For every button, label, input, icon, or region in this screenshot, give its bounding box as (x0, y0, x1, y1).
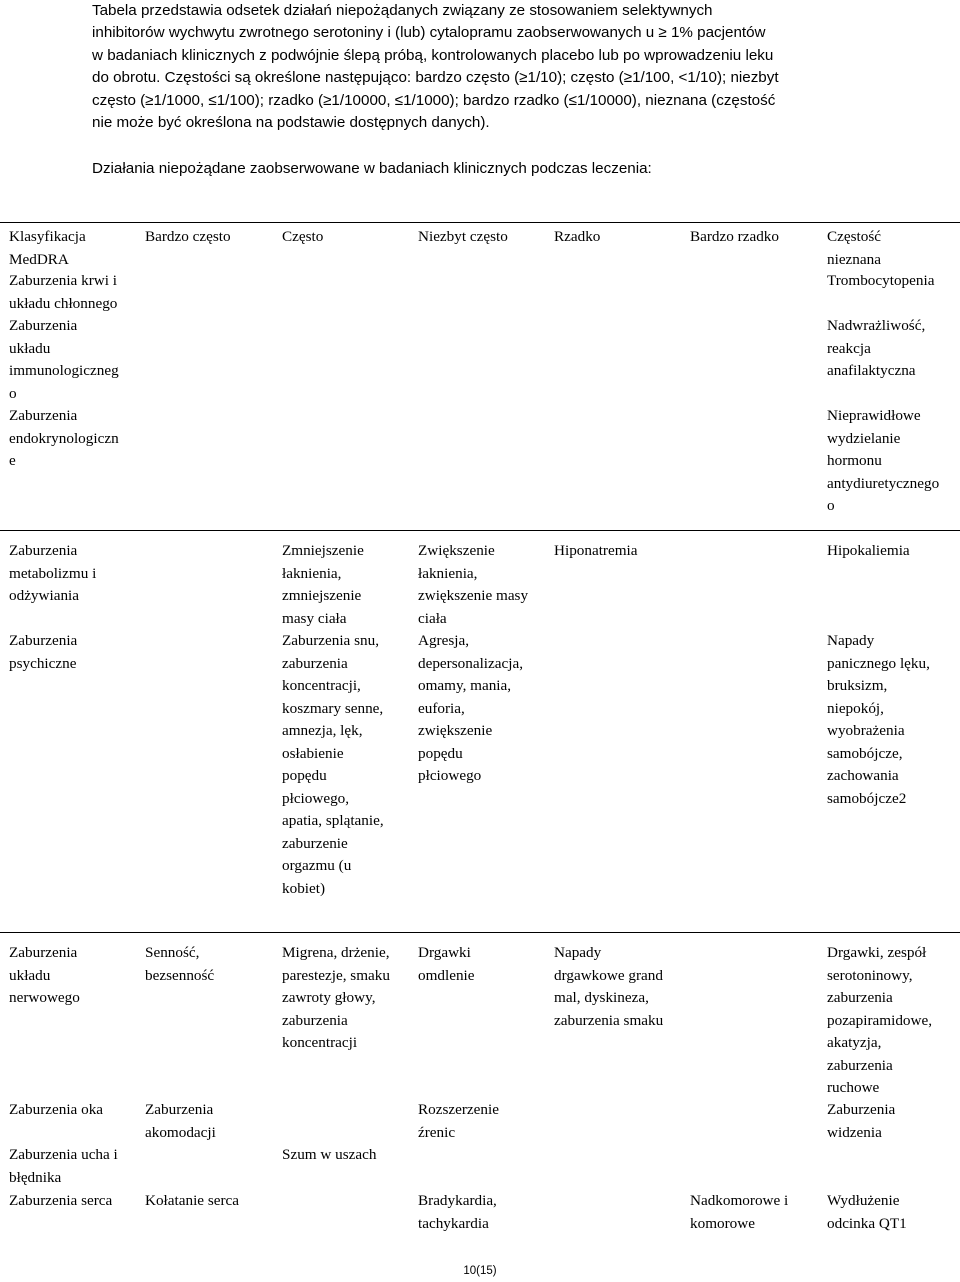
cell-text: samobójcze, (827, 744, 903, 762)
table-cell (418, 1099, 542, 1144)
cell-text: zaburzenia (827, 1056, 893, 1074)
cell-text: widzenia (827, 1123, 882, 1141)
cell-text: Bardzo często (145, 228, 231, 245)
cell-text: pozapiramidowe, (827, 1011, 933, 1029)
cell-text: immunologiczneg (9, 362, 119, 379)
table-rule (0, 932, 960, 933)
cell-text: Zaburzenia (145, 1101, 214, 1118)
cell-text: Zaburzenia (9, 632, 78, 649)
cell-text: Zaburzenia oka (9, 1101, 104, 1118)
table-cell (282, 942, 406, 1055)
table-cell (827, 1190, 951, 1235)
cell-text: Szum w uszach (282, 1146, 377, 1163)
table-cell (827, 942, 951, 1100)
cell-text: Napady (827, 632, 875, 649)
cell-text: zaburzenia (282, 1011, 348, 1029)
cell-text: Rzadko (554, 228, 601, 245)
cell-text: Wydłużenie (827, 1192, 900, 1209)
cell-text: Zmniejszenie (282, 542, 364, 559)
table-cell (282, 630, 406, 900)
cell-text: odcinka QT1 (827, 1214, 907, 1232)
table-cell (9, 270, 133, 315)
cell-text: źrenic (418, 1123, 456, 1141)
table-cell (145, 1190, 269, 1213)
cell-text: wydzielanie (827, 429, 901, 447)
cell-text: antydiuretycznego (827, 474, 940, 492)
intro-line: często (≥1/1000, ≤1/100); rzadko (≥1/10000, ≤1/1000); bardzo rzadko (≤1/10000), nieznana (częstość (92, 91, 776, 109)
cell-text: anafilaktyczna (827, 362, 916, 379)
cell-text: o (9, 384, 17, 402)
cell-text: zaburzenia (827, 989, 893, 1006)
cell-text: drgawkowe grand (554, 966, 663, 984)
cell-text: parestezje, smaku (282, 966, 390, 984)
cell-text: omdlenie (418, 966, 475, 984)
cell-text: Hipokaliemia (827, 542, 910, 559)
table-heading: Działania niepożądane zaobserwowane w badaniach klinicznych podczas leczenia: (92, 160, 652, 177)
cell-text: Agresja, (418, 632, 470, 649)
cell-text: Zaburzenia (9, 944, 78, 961)
cell-text: nerwowego (9, 989, 80, 1006)
cell-text: psychiczne (9, 654, 77, 672)
table-cell (827, 1099, 951, 1144)
table-cell (9, 942, 133, 1010)
cell-text: komorowe (690, 1214, 755, 1232)
cell-text: ciała (418, 609, 447, 627)
column-header (145, 226, 269, 249)
cell-text: depersonalizacja, (418, 654, 523, 672)
table-cell (554, 540, 678, 563)
cell-text: odżywiania (9, 587, 80, 604)
cell-text: Drgawki (418, 944, 471, 961)
cell-text: Nadwrażliwość, (827, 317, 926, 334)
table-cell (418, 1190, 542, 1235)
table-cell (418, 942, 542, 987)
table-rule (0, 530, 960, 531)
cell-text: zaburzenie (282, 834, 348, 852)
cell-text: Zwiększenie (418, 542, 495, 559)
cell-text: Niezbyt często (418, 228, 508, 245)
intro-line: do obrotu. Częstości są określone następująco: bardzo często (≥1/10); często (≥1/100, <1/10); niezbyt (92, 69, 779, 87)
page-number: 10(15) (463, 1265, 497, 1277)
column-header (690, 226, 814, 249)
table-cell (145, 942, 269, 987)
cell-text: Kołatanie serca (145, 1192, 240, 1209)
cell-text: układu chłonnego (9, 294, 118, 312)
intro-line: w badaniach klinicznych z podwójnie ślepą próbą, kontrolowanych placebo lub po wprowadzeniu leku (92, 46, 774, 64)
cell-text: serotoninowy, (827, 966, 913, 984)
cell-text: zachowania (827, 767, 899, 784)
table-cell (9, 1099, 133, 1122)
cell-text: popędu (282, 767, 327, 784)
cell-text: Zaburzenia (9, 407, 78, 424)
cell-text: Bradykardia, (418, 1192, 497, 1209)
cell-text: zawroty głowy, (282, 989, 376, 1006)
cell-text: omamy, mania, (418, 677, 512, 694)
cell-text: mal, dyskineza, (554, 989, 649, 1006)
cell-text: Trombocytopenia (827, 272, 935, 289)
cell-text: metabolizmu i (9, 564, 97, 582)
cell-text: zaburzenia (282, 654, 348, 672)
cell-text: kobiet) (282, 879, 326, 897)
intro-line: nie może być określona na podstawie dostępnych danych). (92, 114, 490, 132)
cell-text: Częstość (827, 228, 881, 245)
table-cell (9, 630, 133, 675)
cell-text: nieznana (827, 250, 881, 268)
table-cell (827, 405, 951, 518)
cell-text: układu (9, 339, 51, 357)
cell-text: Zaburzenia (9, 317, 78, 334)
cell-text: bezsenność (145, 966, 215, 984)
table-cell (9, 405, 133, 473)
cell-text: wyobrażenia (827, 722, 905, 739)
cell-text: Zaburzenia ucha i (9, 1146, 118, 1163)
cell-text: popędu (418, 744, 463, 762)
table-cell (282, 1144, 406, 1167)
cell-text: Zaburzenia serca (9, 1192, 113, 1209)
cell-text: endokrynologiczn (9, 429, 119, 447)
table-cell (827, 540, 951, 563)
cell-text: Zaburzenia (9, 542, 78, 559)
cell-text: koszmary senne, (282, 699, 384, 717)
table-cell (9, 540, 133, 608)
cell-text: masy ciała (282, 609, 347, 627)
cell-text: Nieprawidłowe (827, 407, 921, 424)
cell-text: bruksizm, (827, 677, 888, 694)
cell-text: Zaburzenia (827, 1101, 896, 1118)
cell-text: Zaburzenia krwi i (9, 272, 117, 289)
cell-text: hormonu (827, 452, 882, 469)
table-header-row (0, 222, 960, 268)
cell-text: Zaburzenia snu, (282, 632, 379, 649)
cell-text: Rozszerzenie (418, 1101, 499, 1118)
cell-text: zwiększenie masy (418, 587, 529, 604)
cell-text: płciowego (418, 767, 482, 784)
cell-text: Migrena, drżenie, (282, 944, 390, 961)
column-header (554, 226, 678, 249)
cell-text: Senność, (145, 944, 200, 961)
column-header (9, 226, 133, 271)
table-cell (9, 1190, 133, 1213)
column-header (282, 226, 406, 249)
table-cell (9, 315, 133, 405)
table-cell (9, 1144, 133, 1189)
cell-text: Nadkomorowe i (690, 1192, 789, 1209)
cell-text: łaknienia, (282, 564, 342, 582)
cell-text: euforia, (418, 699, 465, 717)
table-cell (690, 1190, 814, 1235)
table-cell (554, 942, 678, 1032)
column-header (827, 226, 951, 271)
cell-text: niepokój, (827, 699, 884, 717)
cell-text: koncentracji (282, 1034, 358, 1051)
cell-text: tachykardia (418, 1214, 489, 1232)
cell-text: Klasyfikacja (9, 228, 86, 245)
cell-text: akomodacji (145, 1123, 216, 1141)
intro-line: inhibitorów wychwytu zwrotnego serotoniny i (lub) cytalopramu zaobserwowanych u ≥ 1% pacjentów (92, 24, 766, 42)
cell-text: o (827, 497, 835, 514)
cell-text: zmniejszenie (282, 587, 362, 604)
cell-text: Napady (554, 944, 602, 961)
table-cell (282, 540, 406, 630)
cell-text: apatia, splątanie, (282, 812, 384, 829)
cell-text: e (9, 452, 16, 469)
intro-paragraph (92, 0, 882, 134)
cell-text: amnezja, lęk, (282, 722, 363, 739)
table-cell (418, 540, 542, 630)
table-cell (827, 315, 951, 383)
cell-text: Bardzo rzadko (690, 228, 779, 245)
table-cell (145, 1099, 269, 1144)
intro-line: Tabela przedstawia odsetek działań niepożądanych związany ze stosowaniem selektywnych (92, 2, 713, 19)
table-cell (418, 630, 542, 788)
table-cell (827, 630, 951, 810)
table-cell (827, 270, 951, 293)
cell-text: osłabienie (282, 744, 344, 762)
cell-text: akatyzja, (827, 1034, 882, 1051)
cell-text: panicznego lęku, (827, 654, 930, 672)
cell-text: koncentracji, (282, 677, 361, 694)
column-header (418, 226, 542, 249)
cell-text: układu (9, 966, 51, 984)
cell-text: zaburzenia smaku (554, 1011, 664, 1029)
cell-text: Drgawki, zespół (827, 944, 927, 961)
cell-text: MedDRA (9, 250, 69, 268)
cell-text: zwiększenie (418, 722, 493, 739)
cell-text: Często (282, 228, 324, 245)
cell-text: płciowego, (282, 789, 350, 807)
cell-text: Hiponatremia (554, 542, 638, 559)
cell-text: orgazmu (u (282, 857, 352, 874)
cell-text: ruchowe (827, 1079, 880, 1096)
cell-text: samobójcze2 (827, 789, 907, 807)
cell-text: reakcja (827, 339, 871, 357)
cell-text: łaknienia, (418, 564, 478, 582)
cell-text: błędnika (9, 1168, 62, 1186)
